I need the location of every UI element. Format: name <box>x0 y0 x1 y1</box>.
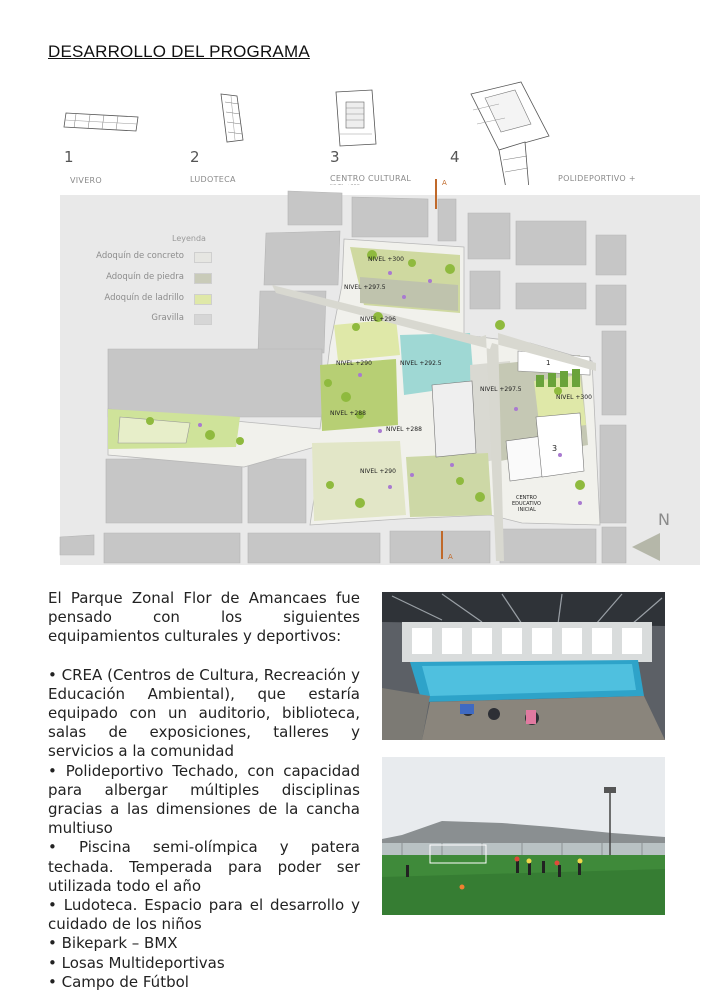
level-label: NIVEL +297.5 <box>344 284 386 291</box>
school-label: CENTRO <box>516 495 537 501</box>
block-number-3: 3 <box>552 444 558 453</box>
bullet-piscina: • Piscina semi-olímpica y patera techada. Temperada para poder ser utilizada todo el año <box>48 838 360 895</box>
page-title: DESARROLLO DEL PROGRAMA <box>48 42 310 61</box>
school-label: INICIAL <box>518 507 536 513</box>
bullet-losas: • Losas Multideportivas <box>48 953 225 972</box>
centro-cultural-thumbnail <box>332 88 380 150</box>
football-field-photo <box>382 757 665 915</box>
program-label: LUDOTECA <box>190 175 236 184</box>
vivero-thumbnail <box>62 105 142 135</box>
bullet-crea: • CREA (Centros de Cultura, Recreación y Educación Ambiental), que estaría equipado con un auditorio, biblioteca, salas de exposiciones, talleres y servicios a la comunidad <box>48 665 360 761</box>
program-number: 4 <box>450 148 460 166</box>
level-label: NIVEL +288 <box>330 410 366 417</box>
pool-photo <box>382 592 665 740</box>
section-mark-top: A <box>442 179 447 187</box>
bullet-polideportivo: • Polideportivo Techado, con capacidad para albergar múltiples disciplinas gracias a las dimensiones de la cancha multiuso <box>48 761 360 838</box>
legend-item-label: Adoquín de piedra <box>106 272 184 282</box>
program-number: 2 <box>190 148 200 166</box>
legend-swatch <box>194 294 212 305</box>
program-label: CENTRO CULTURAL <box>330 174 412 183</box>
description <box>48 589 360 992</box>
ludoteca-thumbnail <box>215 92 255 144</box>
bullet-bikepark: • Bikepark – BMX <box>48 934 178 953</box>
legend-swatch <box>194 314 212 325</box>
legend-title: Leyenda <box>172 234 206 243</box>
program-number: 1 <box>64 148 74 166</box>
level-label: NIVEL +300 <box>556 394 592 401</box>
polideportivo-thumbnail <box>465 80 555 198</box>
program-number: 3 <box>330 148 340 166</box>
level-label: NIVEL +290 <box>360 468 396 475</box>
legend-swatch <box>194 252 212 263</box>
level-label: NIVEL +297.5 <box>480 386 522 393</box>
level-label: NIVEL +288 <box>386 426 422 433</box>
program-label: POLIDEPORTIVO + <box>558 174 636 183</box>
level-label: NIVEL +296 <box>360 316 396 323</box>
bullet-ludoteca: • Ludoteca. Espacio para el desarrollo y cuidado de los niños <box>48 896 360 934</box>
level-label: NIVEL +292.5 <box>400 360 442 367</box>
block-number-1: 1 <box>546 359 551 367</box>
legend-item-label: Gravilla <box>151 313 184 323</box>
legend-swatch <box>194 273 212 284</box>
level-label: NIVEL +290 <box>336 360 372 367</box>
legend-item-label: Adoquín de concreto <box>96 251 184 261</box>
level-label: NIVEL +300 <box>368 256 404 263</box>
section-mark-bottom: A <box>448 553 453 561</box>
north-label: N <box>658 510 670 529</box>
school-label: EDUCATIVO <box>512 501 541 507</box>
bullet-campo: • Campo de Fútbol <box>48 972 189 991</box>
program-label: VIVERO <box>70 176 103 185</box>
legend-item-label: Adoquín de ladrillo <box>104 293 184 303</box>
intro-paragraph: El Parque Zonal Flor de Amancaes fue pensado con los siguientes equipamientos culturales y deportivos: <box>48 589 360 646</box>
